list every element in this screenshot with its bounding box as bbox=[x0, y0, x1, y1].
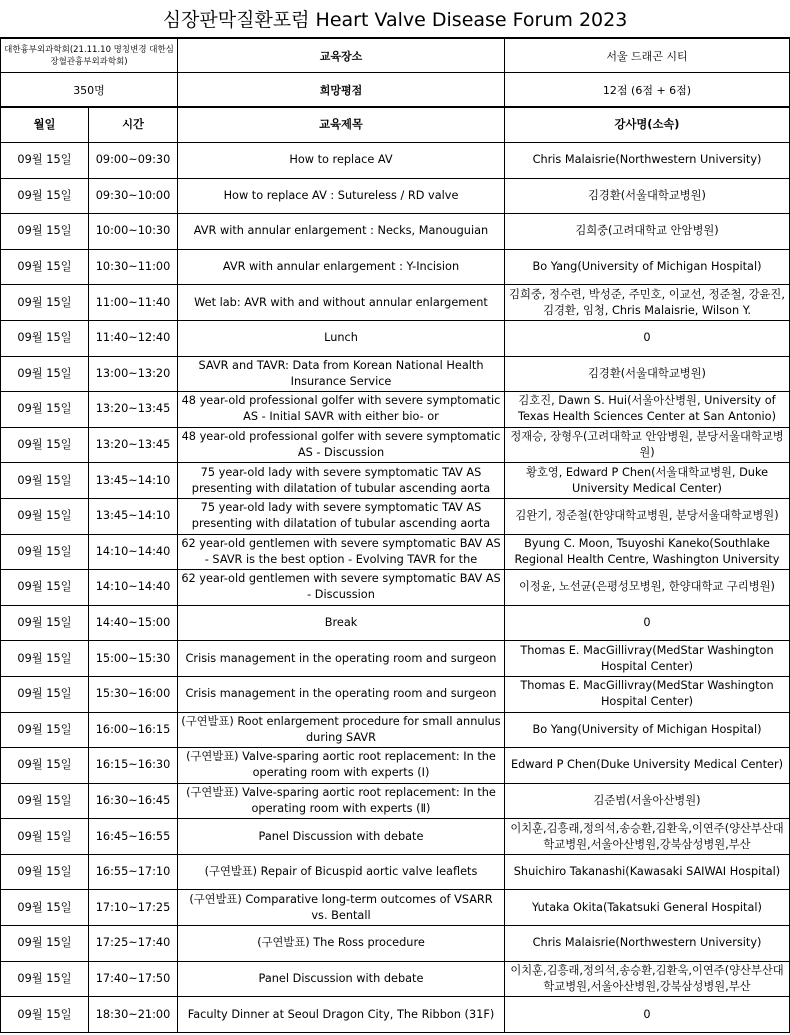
table-row bbox=[1, 463, 790, 499]
row-speaker-text: 김호진, Dawn S. Hui(서울아산병원, University of Texas Health Sciences Center at San Antonio) bbox=[517, 394, 777, 424]
row-time bbox=[89, 926, 178, 962]
row-date-text: 09월 15일 bbox=[17, 260, 72, 274]
header-date: 월일 bbox=[1, 108, 89, 143]
row-time bbox=[89, 570, 178, 606]
row-time bbox=[89, 143, 178, 179]
table-row bbox=[1, 783, 790, 819]
header-time: 시간 bbox=[89, 108, 178, 143]
row-speaker bbox=[505, 854, 790, 890]
organization-cell: 대한흉부외과학회(21.11.10 명칭변경 대한심장혈관흉부외과학회) bbox=[1, 39, 178, 73]
row-topic-text: (구연발표) Repair of Bicuspid aortic valve leaflets bbox=[204, 865, 478, 879]
row-topic bbox=[178, 712, 505, 748]
row-time-text: 15:30~16:00 bbox=[95, 687, 171, 701]
row-time bbox=[89, 783, 178, 819]
row-date-text: 09월 15일 bbox=[17, 865, 72, 879]
table-row bbox=[1, 356, 790, 392]
row-time bbox=[89, 463, 178, 499]
info-table bbox=[0, 38, 790, 107]
row-time-text: 16:30~16:45 bbox=[95, 793, 171, 807]
row-topic bbox=[178, 961, 505, 997]
row-topic bbox=[178, 570, 505, 606]
row-topic-text: AVR with annular enlargement : Necks, Manouguian bbox=[193, 224, 489, 238]
table-row bbox=[1, 498, 790, 534]
row-date bbox=[1, 356, 89, 392]
row-date bbox=[1, 285, 89, 321]
row-speaker bbox=[505, 214, 790, 250]
row-topic bbox=[178, 285, 505, 321]
row-topic-text: (구연발표) Comparative long-term outcomes of VSARR vs. Bentall bbox=[189, 892, 493, 922]
table-row bbox=[1, 926, 790, 962]
table-row bbox=[1, 427, 790, 463]
schedule-table bbox=[0, 107, 790, 1033]
row-speaker bbox=[505, 356, 790, 392]
row-date-text: 09월 15일 bbox=[17, 687, 72, 701]
row-topic bbox=[178, 605, 505, 641]
header-topic: 교육제목 bbox=[178, 108, 505, 143]
row-time-text: 14:10~14:40 bbox=[95, 580, 171, 594]
row-speaker-text: 0 bbox=[643, 616, 651, 630]
row-speaker bbox=[505, 641, 790, 677]
row-speaker-text: Thomas E. MacGillivray(MedStar Washington Hospital Center) bbox=[520, 643, 774, 673]
row-time-text: 16:45~16:55 bbox=[95, 829, 171, 843]
row-topic-text: (구연발표) Valve-sparing aortic root replacement: In the operating room with experts (Ⅰ) bbox=[186, 750, 496, 780]
row-date-text: 09월 15일 bbox=[17, 936, 72, 950]
row-topic-text: Crisis management in the operating room and surgeon bbox=[185, 651, 497, 665]
row-time-text: 16:15~16:30 bbox=[95, 758, 171, 772]
row-date bbox=[1, 178, 89, 214]
row-topic bbox=[178, 748, 505, 784]
row-speaker-text: Edward P Chen(Duke University Medical Center) bbox=[510, 758, 784, 772]
row-speaker-text: 이치훈,김흥래,정의석,송승환,김환욱,이연주(양산부산대학교병원,서울아산병원,강북삼성병원,부산 bbox=[510, 963, 784, 993]
row-time-text: 14:40~15:00 bbox=[95, 616, 171, 630]
row-time-text: 13:45~14:10 bbox=[95, 509, 171, 523]
row-topic-text: Panel Discussion with debate bbox=[258, 829, 424, 843]
row-date-text: 09월 15일 bbox=[17, 544, 72, 558]
row-date bbox=[1, 997, 89, 1033]
row-time-text: 14:10~14:40 bbox=[95, 544, 171, 558]
row-time-text: 17:10~17:25 bbox=[95, 900, 171, 914]
row-time bbox=[89, 676, 178, 712]
row-topic-text: Lunch bbox=[324, 331, 358, 345]
row-speaker bbox=[505, 534, 790, 570]
row-time-text: 17:25~17:40 bbox=[95, 936, 171, 950]
row-date bbox=[1, 498, 89, 534]
row-topic bbox=[178, 819, 505, 855]
row-speaker-text: 김희중(고려대학교 안암병원) bbox=[575, 224, 719, 238]
row-topic bbox=[178, 926, 505, 962]
row-speaker-text: Shuichiro Takanashi(Kawasaki SAIWAI Hospital) bbox=[513, 865, 781, 879]
row-speaker bbox=[505, 320, 790, 356]
row-speaker bbox=[505, 178, 790, 214]
row-time bbox=[89, 854, 178, 890]
row-topic-text: Crisis management in the operating room and surgeon bbox=[185, 687, 497, 701]
table-row bbox=[1, 961, 790, 997]
row-time-text: 10:00~10:30 bbox=[95, 224, 171, 238]
row-topic bbox=[178, 356, 505, 392]
row-time bbox=[89, 285, 178, 321]
row-time bbox=[89, 534, 178, 570]
row-speaker bbox=[505, 961, 790, 997]
row-speaker-text: 황호영, Edward P Chen(서울대학교병원, Duke University Medical Center) bbox=[525, 465, 769, 495]
row-topic bbox=[178, 320, 505, 356]
table-row bbox=[1, 890, 790, 926]
row-time bbox=[89, 641, 178, 677]
row-date-text: 09월 15일 bbox=[17, 509, 72, 523]
row-speaker-text: 김경환(서울대학교병원) bbox=[588, 188, 706, 202]
row-time bbox=[89, 427, 178, 463]
row-speaker bbox=[505, 783, 790, 819]
table-row bbox=[1, 320, 790, 356]
row-speaker-text: Bo Yang(University of Michigan Hospital) bbox=[532, 260, 762, 274]
row-speaker bbox=[505, 143, 790, 179]
row-topic-text: SAVR and TAVR: Data from Korean National Health Insurance Service bbox=[198, 358, 484, 388]
table-row bbox=[1, 143, 790, 179]
row-topic-text: How to replace AV : Sutureless / RD valve bbox=[223, 188, 459, 202]
row-topic bbox=[178, 997, 505, 1033]
row-date-text: 09월 15일 bbox=[17, 829, 72, 843]
row-date bbox=[1, 320, 89, 356]
table-row bbox=[1, 534, 790, 570]
row-time-text: 09:30~10:00 bbox=[95, 188, 171, 202]
row-date bbox=[1, 819, 89, 855]
row-date bbox=[1, 854, 89, 890]
table-row bbox=[1, 605, 790, 641]
row-topic-text: Wet lab: AVR with and without annular enlargement bbox=[194, 295, 488, 309]
row-time-text: 15:00~15:30 bbox=[95, 651, 171, 665]
row-date-text: 09월 15일 bbox=[17, 758, 72, 772]
row-date-text: 09월 15일 bbox=[17, 438, 72, 452]
row-date bbox=[1, 392, 89, 428]
row-topic bbox=[178, 534, 505, 570]
row-topic-text: (구연발표) Valve-sparing aortic root replacement: In the operating room with experts (Ⅱ) bbox=[186, 785, 496, 815]
row-topic bbox=[178, 427, 505, 463]
row-date bbox=[1, 641, 89, 677]
row-date-text: 09월 15일 bbox=[17, 153, 72, 167]
row-speaker-text: Chris Malaisrie(Northwestern University) bbox=[532, 153, 762, 167]
info-row-1 bbox=[1, 39, 790, 73]
row-speaker-text: Thomas E. MacGillivray(MedStar Washington Hospital Center) bbox=[520, 679, 774, 709]
row-topic-text: Faculty Dinner at Seoul Dragon City, The Ribbon (31F) bbox=[187, 1007, 495, 1021]
row-time-text: 11:40~12:40 bbox=[95, 331, 171, 345]
row-speaker bbox=[505, 890, 790, 926]
row-time bbox=[89, 178, 178, 214]
score-value: 12점 (6점 + 6점) bbox=[505, 73, 790, 107]
table-row bbox=[1, 249, 790, 285]
row-topic bbox=[178, 854, 505, 890]
row-time bbox=[89, 320, 178, 356]
row-date-text: 09월 15일 bbox=[17, 473, 72, 487]
row-time-text: 16:00~16:15 bbox=[95, 722, 171, 736]
row-speaker-text: 김준범(서울아산병원) bbox=[593, 793, 701, 807]
row-time-text: 13:45~14:10 bbox=[95, 473, 171, 487]
table-row bbox=[1, 854, 790, 890]
row-speaker bbox=[505, 285, 790, 321]
row-topic-text: How to replace AV bbox=[289, 153, 393, 167]
row-date bbox=[1, 712, 89, 748]
row-time bbox=[89, 392, 178, 428]
row-topic-text: AVR with annular enlargement : Y-Incision bbox=[222, 260, 460, 274]
row-time-text: 18:30~21:00 bbox=[95, 1007, 171, 1021]
table-row bbox=[1, 570, 790, 606]
venue-label: 교육장소 bbox=[178, 39, 505, 73]
table-row bbox=[1, 819, 790, 855]
row-speaker-text: 김완기, 정준철(한양대학교병원, 분당서울대학교병원) bbox=[515, 509, 779, 523]
row-speaker-text: Bo Yang(University of Michigan Hospital) bbox=[532, 722, 762, 736]
table-row bbox=[1, 748, 790, 784]
row-time-text: 13:20~13:45 bbox=[95, 438, 171, 452]
row-speaker-text: 정재승, 장형우(고려대학교 안암병원, 분당서울대학교병원) bbox=[510, 430, 784, 460]
row-date bbox=[1, 676, 89, 712]
row-topic-text: 48 year-old professional golfer with severe symptomatic AS - Initial SAVR with either bio- or bbox=[181, 394, 501, 424]
row-date-text: 09월 15일 bbox=[17, 295, 72, 309]
row-speaker bbox=[505, 463, 790, 499]
row-time bbox=[89, 961, 178, 997]
row-speaker-text: 김경환(서울대학교병원) bbox=[588, 366, 706, 380]
row-topic bbox=[178, 641, 505, 677]
row-time bbox=[89, 819, 178, 855]
row-topic bbox=[178, 143, 505, 179]
row-time bbox=[89, 214, 178, 250]
attendee-count: 350명 bbox=[1, 73, 178, 107]
row-time bbox=[89, 605, 178, 641]
row-topic bbox=[178, 498, 505, 534]
row-topic-text: 62 year-old gentlemen with severe symptomatic BAV AS - SAVR is the best option - Evolving TAVR for the bbox=[181, 536, 501, 566]
row-speaker-text: Yutaka Okita(Takatsuki General Hospital) bbox=[532, 900, 762, 914]
row-speaker-text: 김희중, 정수련, 박성준, 주민호, 이교선, 정준철, 강윤진, 김경환, 임청, Chris Malaisrie, Wilson Y. bbox=[509, 287, 785, 317]
row-topic bbox=[178, 890, 505, 926]
row-date bbox=[1, 214, 89, 250]
row-topic-text: 75 year-old lady with severe symptomatic TAV AS presenting with dilatation of tubular ascending aorta bbox=[191, 465, 491, 495]
row-speaker-text: Chris Malaisrie(Northwestern University) bbox=[532, 936, 762, 950]
table-row bbox=[1, 178, 790, 214]
schedule-body bbox=[1, 143, 790, 1033]
row-speaker bbox=[505, 819, 790, 855]
row-date-text: 09월 15일 bbox=[17, 722, 72, 736]
row-date-text: 09월 15일 bbox=[17, 366, 72, 380]
row-speaker bbox=[505, 570, 790, 606]
row-date-text: 09월 15일 bbox=[17, 331, 72, 345]
row-date-text: 09월 15일 bbox=[17, 971, 72, 985]
row-time bbox=[89, 356, 178, 392]
row-date bbox=[1, 926, 89, 962]
row-time bbox=[89, 748, 178, 784]
row-speaker bbox=[505, 427, 790, 463]
row-speaker bbox=[505, 712, 790, 748]
row-date-text: 09월 15일 bbox=[17, 616, 72, 630]
row-time-text: 17:40~17:50 bbox=[95, 971, 171, 985]
row-topic-text: 75 year-old lady with severe symptomatic TAV AS presenting with dilatation of tubular ascending aorta bbox=[191, 501, 491, 531]
row-time bbox=[89, 890, 178, 926]
row-date bbox=[1, 534, 89, 570]
row-date bbox=[1, 783, 89, 819]
row-date-text: 09월 15일 bbox=[17, 224, 72, 238]
score-label: 희망평점 bbox=[178, 73, 505, 107]
table-row bbox=[1, 214, 790, 250]
row-time-text: 16:55~17:10 bbox=[95, 865, 171, 879]
row-date bbox=[1, 961, 89, 997]
row-date-text: 09월 15일 bbox=[17, 402, 72, 416]
row-date bbox=[1, 427, 89, 463]
row-topic-text: (구연발표) Root enlargement procedure for small annulus during SAVR bbox=[181, 714, 501, 744]
row-speaker bbox=[505, 926, 790, 962]
table-row bbox=[1, 641, 790, 677]
row-topic-text: 48 year-old professional golfer with severe symptomatic AS - Discussion bbox=[181, 430, 501, 460]
row-date-text: 09월 15일 bbox=[17, 188, 72, 202]
row-time bbox=[89, 712, 178, 748]
row-date-text: 09월 15일 bbox=[17, 793, 72, 807]
row-date bbox=[1, 890, 89, 926]
row-topic bbox=[178, 392, 505, 428]
row-topic bbox=[178, 178, 505, 214]
row-topic-text: (구연발표) The Ross procedure bbox=[257, 936, 425, 950]
row-speaker-text: Byung C. Moon, Tsuyoshi Kaneko(Southlake Regional Health Centre, Washington University bbox=[514, 536, 780, 566]
row-topic bbox=[178, 249, 505, 285]
schedule-header-row bbox=[1, 108, 790, 143]
row-topic-text: 62 year-old gentlemen with severe symptomatic BAV AS - Discussion bbox=[181, 572, 501, 602]
row-date bbox=[1, 748, 89, 784]
table-row bbox=[1, 676, 790, 712]
row-time-text: 13:20~13:45 bbox=[95, 402, 171, 416]
row-date-text: 09월 15일 bbox=[17, 651, 72, 665]
row-date-text: 09월 15일 bbox=[17, 580, 72, 594]
row-time bbox=[89, 997, 178, 1033]
row-date bbox=[1, 463, 89, 499]
row-speaker bbox=[505, 498, 790, 534]
row-date-text: 09월 15일 bbox=[17, 1007, 72, 1021]
page-title: 심장판막질환포럼 Heart Valve Disease Forum 2023 bbox=[0, 0, 790, 38]
row-speaker bbox=[505, 748, 790, 784]
row-speaker bbox=[505, 676, 790, 712]
row-topic bbox=[178, 676, 505, 712]
row-time-text: 13:00~13:20 bbox=[95, 366, 171, 380]
row-time bbox=[89, 498, 178, 534]
table-row bbox=[1, 285, 790, 321]
row-date-text: 09월 15일 bbox=[17, 900, 72, 914]
row-speaker-text: 이정윤, 노선균(은평성모병원, 한양대학교 구리병원) bbox=[519, 580, 775, 594]
row-date bbox=[1, 605, 89, 641]
info-row-2 bbox=[1, 73, 790, 107]
row-topic bbox=[178, 783, 505, 819]
table-row bbox=[1, 392, 790, 428]
row-time bbox=[89, 249, 178, 285]
row-speaker-text: 이치훈,김흥래,정의석,송승환,김환욱,이연주(양산부산대학교병원,서울아산병원,강북삼성병원,부산 bbox=[510, 821, 784, 851]
row-speaker bbox=[505, 249, 790, 285]
venue-value: 서울 드래곤 시티 bbox=[505, 39, 790, 73]
row-speaker-text: 0 bbox=[643, 331, 651, 345]
row-speaker bbox=[505, 392, 790, 428]
row-speaker bbox=[505, 997, 790, 1033]
row-time-text: 10:30~11:00 bbox=[95, 260, 171, 274]
table-row bbox=[1, 997, 790, 1033]
row-date bbox=[1, 143, 89, 179]
row-speaker bbox=[505, 605, 790, 641]
row-time-text: 09:00~09:30 bbox=[95, 153, 171, 167]
row-topic bbox=[178, 463, 505, 499]
row-topic bbox=[178, 214, 505, 250]
row-speaker-text: 0 bbox=[643, 1007, 651, 1021]
row-date bbox=[1, 570, 89, 606]
row-topic-text: Panel Discussion with debate bbox=[258, 971, 424, 985]
row-time-text: 11:00~11:40 bbox=[95, 295, 171, 309]
header-speaker: 강사명(소속) bbox=[505, 108, 790, 143]
row-topic-text: Break bbox=[324, 616, 358, 630]
table-row bbox=[1, 712, 790, 748]
row-date bbox=[1, 249, 89, 285]
